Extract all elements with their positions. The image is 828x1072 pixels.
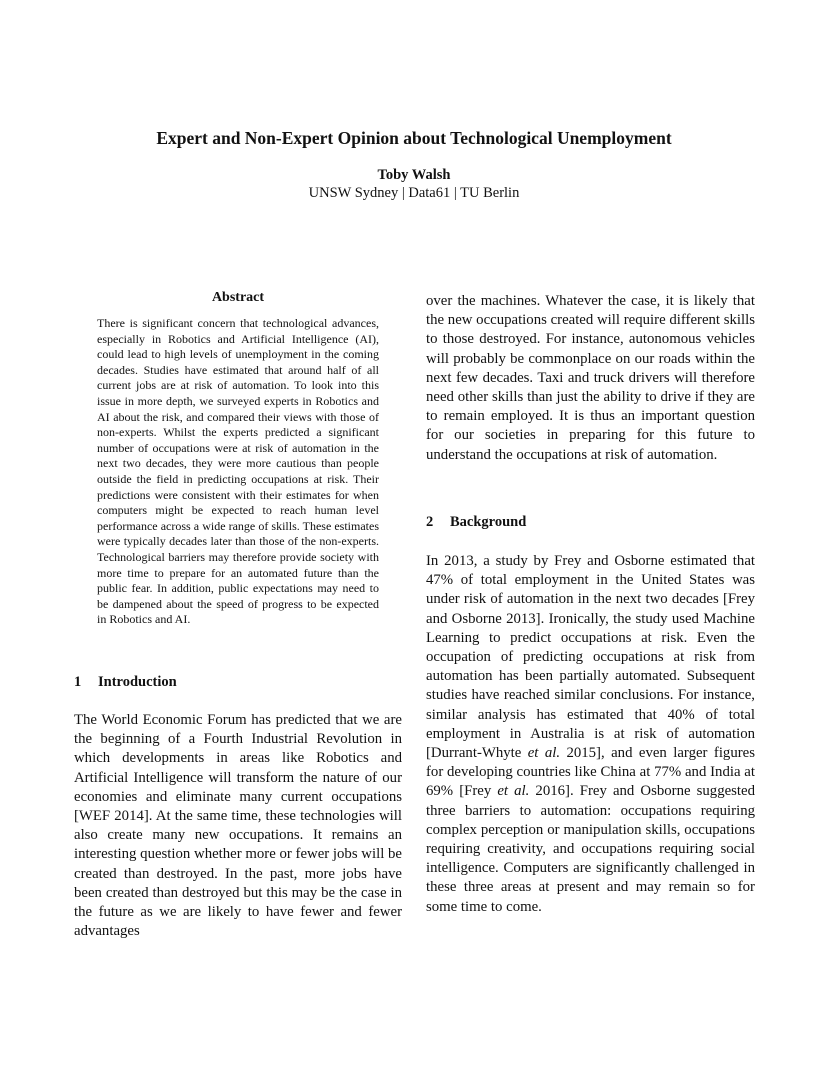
section-2-body [426, 552, 755, 917]
abstract-body: There is significant concern that technological advances, especially in Robotics and Artificial Intelligence (AI), could lead to high levels of unemployment in the coming decades. Studies have estimated that around half of all current jobs are at risk of automation. To look into this issue in more depth, we surveyed experts in Robotics and AI about the risk, and compared their views with those of non-experts. Whilst the experts predicted a significant number of occupations were at risk of automation in the next two decades, they were more cautious than people outside the field in predicting occupations at risk. Their predictions were consistent with their estimates for when computers might be expected to reach human level performance across a wide range of skills. These estimates were typically decades later than those of the non-experts. Technological barriers may therefore provide society with more time to prepare for an automated future than the public fear. In addition, public expectations may need to be dampened about the speed of progress to be expected in Robotics and AI. [97, 316, 379, 627]
section-1-number: 1 [74, 674, 82, 690]
section-2-title: Background [450, 514, 527, 530]
section-2-paragraph [426, 552, 755, 917]
section-1-heading [74, 674, 177, 691]
right-column-continuation [426, 292, 755, 465]
section-2-text-3: 2016]. Frey and Osborne suggested three barriers to automation: occupations requiring complex perception or manipulation skills, occupations requiring creativity, and occupations requiring social intelligence. Computers are significantly challenged in these three areas at present and may remain so for some time to come. [426, 783, 755, 915]
section-1-paragraph: The World Economic Forum has predicted that we are the beginning of a Fourth Industrial Revolution in which developments in areas like Robotics and Artificial Intelligence will transform the nature of our economies and eliminate many current occupations [WEF 2014]. At the same time, these technologies will also create many new occupations. It remains an interesting question whether more or fewer jobs will be created than destroyed. In the past, more jobs have been created than destroyed but this may be the case in the future as we are likely to have fewer and fewer advantages [74, 712, 402, 940]
section-2-heading [426, 514, 526, 531]
paper-title: Expert and Non-Expert Opinion about Technological Unemployment [156, 128, 672, 148]
section-2-text-2: 2015], and even larger figures for developing countries like China at 77% and India at 69% [Frey [426, 745, 755, 800]
continuation-paragraph: over the machines. Whatever the case, it is likely that the new occupations created will require different skills to those destroyed. For instance, autonomous vehicles will probably be commonplace on our roads within the next few decades. Taxi and truck drivers will therefore need other skills than just the ability to drive if they are to remain employed. It is thus an important question for our societies in preparing for this future to understand the occupations at risk of automation. [426, 293, 755, 463]
author-affiliation: UNSW Sydney | Data61 | TU Berlin [308, 185, 520, 201]
author-name: Toby Walsh [377, 167, 451, 183]
section-2-number: 2 [426, 514, 434, 530]
citation-et-al-1: et al. [527, 745, 561, 762]
abstract-heading: Abstract [211, 290, 265, 305]
citation-et-al-2: et al. [497, 783, 530, 800]
section-1-title: Introduction [98, 674, 177, 690]
section-2-text-1: In 2013, a study by Frey and Osborne estimated that 47% of total employment in the United States was under risk of automation in the next two decades [Frey and Osborne 2013]. Ironically, the study used Machine Learning to predict occupations at risk. Even the occupation of predicting occupations at risk from automation has been partially automated. Subsequent studies have reached similar conclusions. For instance, similar analysis has estimated that 40% of total employment in Australia is at risk of automation [Durrant-Whyte [426, 553, 755, 762]
section-1-body [74, 711, 402, 941]
